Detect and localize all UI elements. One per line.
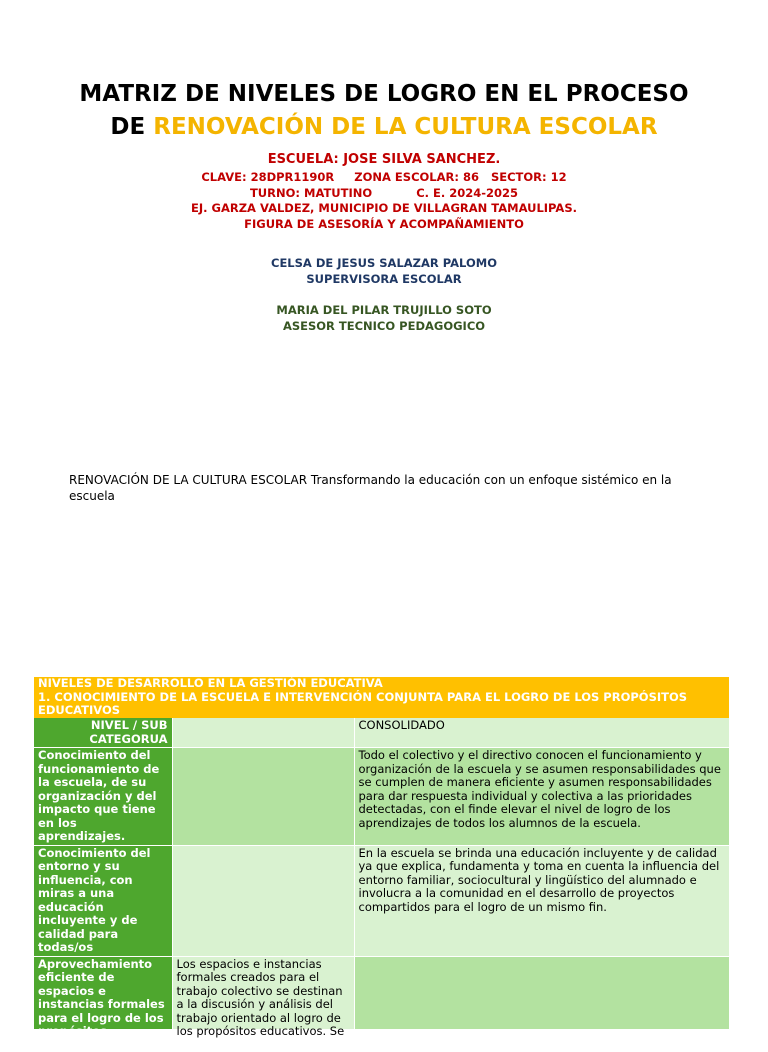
table-header-section: 1. CONOCIMIENTO DE LA ESCUELA E INTERVENCIÓN CONJUNTA PARA EL LOGRO DE LOS PROPÓSITOS EDUCATIVOS [34, 690, 729, 718]
school-location: EJ. GARZA VALDEZ, MUNICIPIO DE VILLAGRAN TAMAULIPAS. [191, 201, 577, 215]
school-figure: FIGURA DE ASESORÍA Y ACOMPAÑAMIENTO [244, 216, 524, 231]
table-header-main-row [34, 677, 729, 690]
supervisor-role: SUPERVISORA ESCOLAR [306, 272, 462, 286]
consolidated-cell: Todo el colectivo y el directivo conocen el funcionamiento y organización de la escuela y se asumen responsabilidades que se cumplen de manera eficiente y asumen responsabilidades para dar respuesta individual y colectiva a las prioridades detectadas, con el finde elevar el nivel de logro de los aprendizajes de todos los alumnos de la escuela. [354, 748, 729, 846]
title-prefix: DE [110, 114, 154, 140]
supervisor-name: CELSA DE JESUS SALAZAR PALOMO [271, 256, 497, 270]
school-clave: CLAVE: 28DPR1190R ZONA ESCOLAR: 86 SECTOR: 12 [201, 170, 567, 184]
title-line-2 [0, 111, 768, 144]
school-name: ESCUELA: JOSE SILVA SANCHEZ. [267, 152, 501, 167]
achievement-matrix-table [34, 676, 730, 1052]
level-value: CONSOLIDADO [354, 718, 729, 748]
advisor-name: MARIA DEL PILAR TRUJILLO SOTO [276, 303, 492, 317]
middle-cell [172, 748, 354, 846]
advisor-block [0, 302, 768, 334]
table-row [34, 845, 729, 956]
level-middle-cell [172, 718, 354, 748]
school-details [0, 170, 768, 232]
category-cell: Conocimiento del entorno y su influencia, con miras a una educación incluyente y de calidad para todas/os [34, 845, 172, 956]
category-cell [34, 956, 172, 1052]
middle-cell [172, 956, 354, 1038]
table-header-main: NIVELES DE DESARROLLO EN LA GESTIÓN EDUCATIVA [34, 677, 729, 690]
category-cell: Conocimiento del funcionamiento de la escuela, de su organización y del impacto que tiene en los aprendizajes. [34, 748, 172, 846]
table-row [34, 956, 729, 1029]
table-row [34, 748, 729, 846]
title-accent: RENOVACIÓN DE LA CULTURA ESCOLAR [153, 114, 658, 140]
supervisor-block [0, 255, 768, 287]
document-title [0, 78, 768, 144]
title-line-1: MATRIZ DE NIVELES DE LOGRO EN EL PROCESO [79, 81, 689, 107]
level-label: NIVEL / SUB CATEGORUA [34, 718, 172, 748]
table-header-section-row [34, 690, 729, 718]
intro-text: RENOVACIÓN DE LA CULTURA ESCOLAR Transformando la educación con un enfoque sistémico en la escuela [69, 473, 672, 503]
category-text: Aprovechamiento eficiente de espacios e instancias formales para el logro de los propósitos educativos [38, 956, 165, 1052]
table-row-level [34, 718, 729, 748]
middle-text: Los espacios e instancias formales creados para el trabajo colectivo se destinan a la discusión y análisis del trabajo orientado al logro de los propósitos educativos. Se [176, 956, 345, 1038]
consolidated-cell [354, 956, 729, 1029]
consolidated-cell: En la escuela se brinda una educación incluyente y de calidad ya que explica, fundamenta y toma en cuenta la influencia del entorno familiar, sociocultural y lingüístico del alumnado e involucra a la comunidad en el desarrollo de proyectos compartidos para el logro de un mismo fin. [354, 845, 729, 956]
middle-cell [172, 845, 354, 956]
advisor-role: ASESOR TECNICO PEDAGOGICO [282, 319, 486, 333]
school-turno: TURNO: MATUTINO C. E. 2024-2025 [249, 185, 519, 200]
